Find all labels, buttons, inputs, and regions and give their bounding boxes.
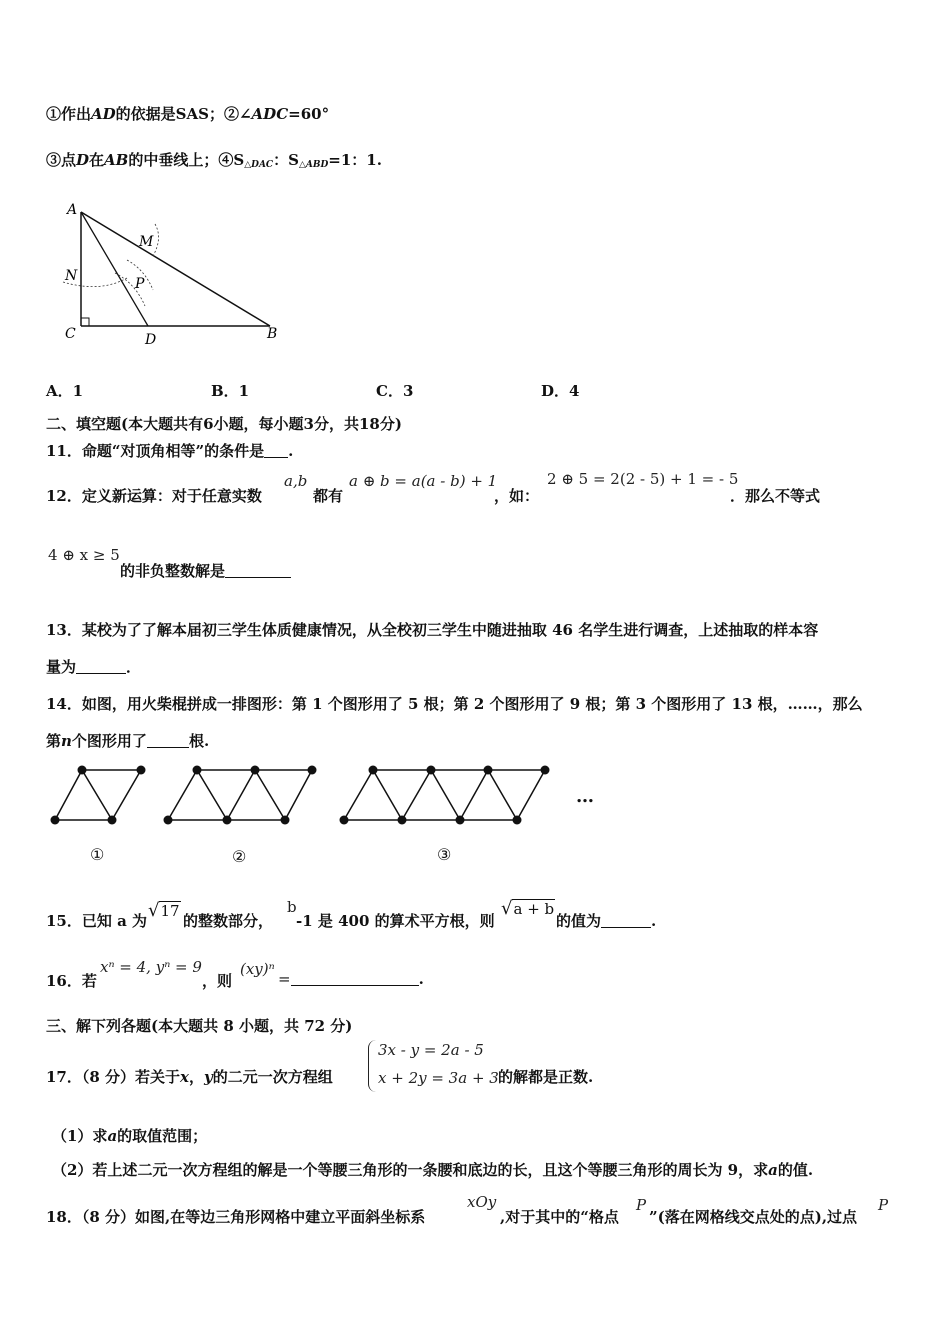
q13-blank[interactable]: [76, 659, 126, 674]
q16-expression: (xy)ⁿ: [240, 960, 275, 978]
question-12-line1: 12．定义新运算：对于任意实数: [46, 487, 262, 505]
question-18-b: ,对于其中的“格点: [500, 1208, 619, 1226]
label-N: N: [65, 268, 78, 284]
question-15-b: 的整数部分，: [183, 912, 274, 930]
question-15-c: -1 是 400 的算术平方根，则: [296, 912, 495, 930]
equation-2: x + 2y = 3a + 3: [378, 1069, 499, 1087]
question-18-c: ”(落在网格线交点处的点),过点: [649, 1208, 858, 1226]
sqrt-17: √17: [148, 900, 180, 921]
q16-condition: xⁿ = 4, yⁿ = 9: [100, 958, 202, 976]
option-c: C．3: [376, 382, 414, 400]
question-14-line2: 第n个图形用了 根.: [46, 732, 210, 750]
label-M: M: [139, 234, 154, 250]
option-d: D．4: [541, 382, 580, 400]
section-3-title: 三、解下列各题(本大题共 8 小题，共 72 分): [46, 1017, 353, 1035]
question-13-line1: 13．某校为了了解本届初三学生体质健康情况，从全校初三学生中随进抽取 46 名学生进行调查，上述抽取的样本容: [46, 621, 819, 639]
q12-ab: a,b: [284, 472, 308, 490]
q12-formula: a ⊕ b = a(a - b) + 1: [349, 472, 498, 490]
label-A: A: [67, 202, 78, 218]
figure-label-1: ①: [90, 845, 105, 864]
q12-mid1: 都有: [313, 487, 344, 505]
label-P: P: [135, 276, 145, 292]
question-17: 17．（8 分）若关于x，y的二元一次方程组: [46, 1068, 333, 1086]
q12-line2: 的非负整数解是: [120, 560, 291, 581]
question-15-a: 15．已知 a 为: [46, 912, 148, 930]
question-17-tail: 的解都是正数.: [498, 1068, 594, 1086]
label-B: B: [267, 326, 278, 342]
q18-p2: P: [878, 1196, 889, 1214]
matchstick-ellipsis: …: [576, 786, 594, 807]
q15-bvar: b: [287, 898, 297, 916]
sqrt-a-plus-b: √a + b: [501, 898, 555, 919]
question-18-a: 18．（8 分）如图,在等边三角形网格中建立平面斜坐标系: [46, 1208, 426, 1226]
q18-xoy: xOy: [467, 1193, 497, 1211]
q12-mid2: ，如：: [494, 487, 540, 505]
question-16-eq: = .: [278, 970, 424, 988]
statement-3-4: ③点D在AB的中垂线上；$④S_{\triangle DAC}$：$S_{\triangle ABD}=1$：1.: [46, 151, 382, 170]
option-b: B．1: [211, 382, 250, 400]
statement-1-2: ①作出AD的依据是SAS；②∠ADC=60°: [46, 105, 330, 123]
figure-label-3: ③: [437, 845, 452, 864]
label-C: C: [65, 326, 76, 342]
equation-1: 3x - y = 2a - 5: [378, 1041, 484, 1059]
q18-p: P: [636, 1196, 647, 1214]
question-13-line2: 量为 ．: [46, 658, 142, 676]
q14-blank[interactable]: [147, 733, 189, 748]
question-16-a: 16．若: [46, 972, 97, 990]
q12-inequality: 4 ⊕ x ≥ 5: [48, 546, 120, 564]
option-a: A．1: [46, 382, 84, 400]
question-11: 11．命题“对顶角相等”的条件是 .: [46, 442, 294, 460]
question-14-line1: 14．如图，用火柴棍拼成一排图形：第 1 个图形用了 5 根；第 2 个图形用了 9 根；第 3 个图形用了 13 根，……，那么: [46, 695, 863, 713]
triangle-figure: [55, 198, 295, 348]
question-17-part-2: （2）若上述二元一次方程组的解是一个等腰三角形的一条腰和底边的长，且这个等腰三角形的周长为 9，求a的值.: [52, 1161, 814, 1179]
section-2-title: 二、填空题(本大题共有6小题，每小题3分，共18分): [46, 415, 402, 433]
label-D: D: [145, 332, 157, 348]
q12-blank[interactable]: [225, 563, 291, 578]
question-17-part-1: （1）求a的取值范围；: [52, 1127, 208, 1145]
q12-example: 2 ⊕ 5 = 2(2 - 5) + 1 = - 5: [547, 470, 739, 488]
question-15-d: 的值为 .: [556, 912, 657, 930]
figure-label-2: ②: [232, 847, 247, 866]
q15-blank[interactable]: [601, 913, 651, 928]
q11-blank[interactable]: [264, 443, 288, 458]
matchstick-figures: [40, 760, 620, 865]
q16-blank[interactable]: [291, 971, 419, 986]
q12-tail: ．那么不等式: [730, 487, 821, 505]
question-16-b: ，则: [202, 972, 233, 990]
